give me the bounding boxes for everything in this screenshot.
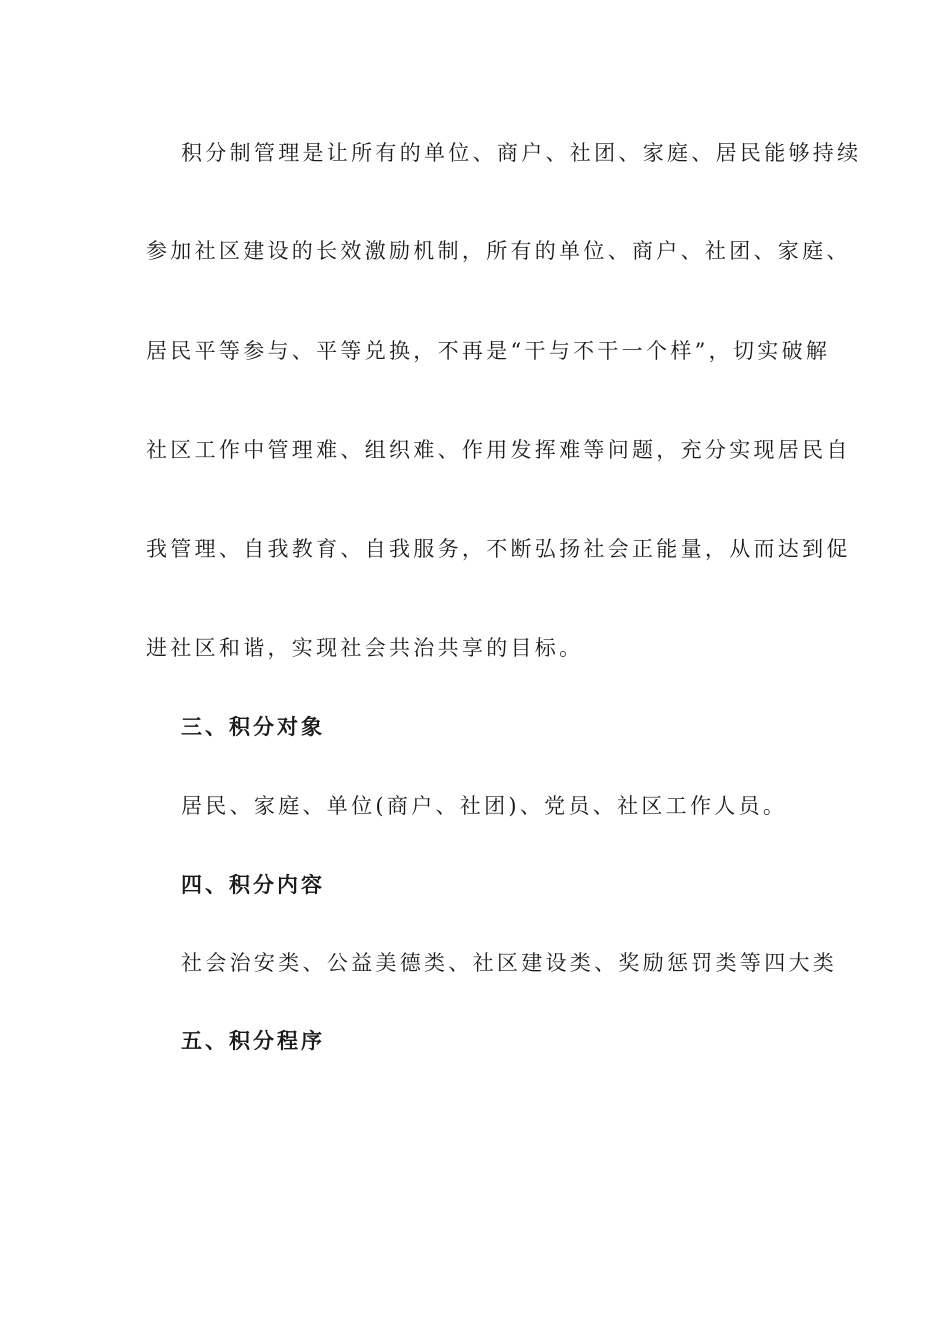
paragraph-line-6: 进社区和谐，实现社会共治共享的目标。 xyxy=(146,636,584,660)
paragraph-line-4: 社区工作中管理难、组织难、作用发挥难等问题，充分实现居民自 xyxy=(146,438,851,462)
section-3-heading: 三、积分对象 xyxy=(181,715,325,739)
section-3-body: 居民、家庭、单位(商户、社团)、党员、社区工作人员。 xyxy=(181,794,788,818)
paragraph-line-1: 积分制管理是让所有的单位、商户、社团、家庭、居民能够持续 xyxy=(181,141,862,165)
section-4-body: 社会治安类、公益美德类、社区建设类、奖励惩罚类等四大类 xyxy=(181,951,838,975)
paragraph-line-5: 我管理、自我教育、自我服务，不断弘扬社会正能量，从而达到促 xyxy=(146,537,851,561)
section-5-heading: 五、积分程序 xyxy=(181,1029,325,1053)
paragraph-line-3: 居民平等参与、平等兑换，不再是“干与不干一个样”，切实破解 xyxy=(146,339,831,363)
paragraph-line-2: 参加社区建设的长效激励机制，所有的单位、商户、社团、家庭、 xyxy=(146,239,851,263)
section-4-heading: 四、积分内容 xyxy=(181,873,325,897)
